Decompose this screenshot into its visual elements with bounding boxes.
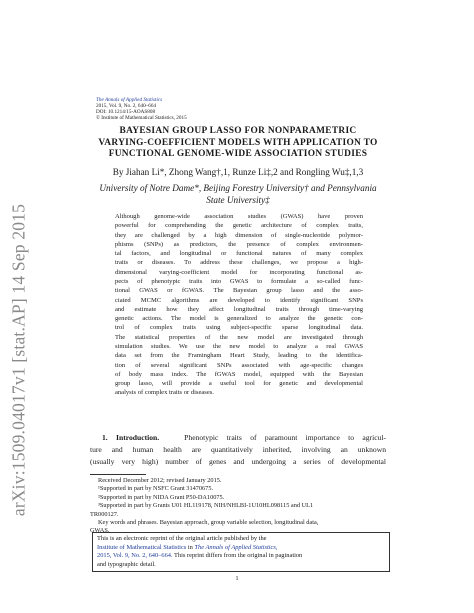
abstract-line: ciated MCMC algorithms are developed to identify significant SNPs	[115, 296, 363, 304]
affiliation-line: University of Notre Dame*, Beijing Forestry University† and Pennsylvania	[99, 183, 377, 193]
abstract-line: The statistical properties of the new model are investigated through	[115, 333, 363, 341]
footnote-received: Received December 2012; revised January 2015.	[98, 477, 222, 484]
reprint-line: 2015, Vol. 9, No. 2, 640–664. This reprint differs from the original in pagination	[97, 552, 303, 560]
footnote-keywords-cont: GWAS.	[90, 527, 110, 535]
abstract-line: genetic actions. The model is generalized to analyze the genetic con-	[115, 315, 363, 323]
abstract-line: phisms (SNPs) as predictors, the presence of complex environmen-	[115, 240, 363, 248]
journal-name[interactable]: The Annals of Applied Statistics	[96, 97, 163, 103]
title-line: FUNCTIONAL GENOME-WIDE ASSOCIATION STUDIES	[108, 149, 368, 159]
abstract-line: trol of complex traits using subject-specific sparse longitudinal data.	[115, 324, 363, 332]
abstract-line: pects of phenotypic traits into GWAS to formulate a so-called func-	[115, 277, 363, 285]
abstract-line: analysis of complex traits or diseases.	[115, 389, 214, 397]
intro-line: (usually very high) number of genes and undergoing a series of developmental	[90, 457, 386, 466]
volume-link[interactable]: 2015, Vol. 9, No. 2, 640–664.	[97, 552, 173, 560]
section-heading: 1. Introduction.	[102, 433, 160, 442]
abstract-line: tal factors, and longitudinal or functional natures of many complex	[115, 250, 363, 258]
journal-header	[96, 97, 187, 121]
footnote: ²Supported in part by NIDA Grant P50-DA10075.	[98, 493, 225, 501]
arxiv-identifier-stamp	[8, 150, 30, 570]
footnote: ¹Supported in part by NSFC Grant 31470675.	[98, 485, 214, 493]
abstract-line: Although genome-wide association studies (GWAS) have proven	[115, 213, 363, 220]
title-line: BAYESIAN GROUP LASSO FOR NONPARAMETRIC	[119, 126, 357, 136]
ims-link[interactable]: Institute of Mathematical Statistics	[97, 543, 187, 551]
abstract-line: tional GWAS or fGWAS. The Bayesian group lasso and the asso-	[115, 287, 363, 295]
journal-volume: 2015, Vol. 9, No. 2, 640–664	[96, 103, 157, 109]
author-list: By Jiahan Li*, Zhong Wang†,1, Runze Li‡,2 and Rongling Wu‡,1,3	[112, 167, 364, 177]
journal-doi[interactable]: DOI: 10.1214/15-AOAS808	[96, 109, 156, 115]
intro-text: Phenotypic traits of paramount importance to agricul-	[184, 433, 387, 442]
title-line: VARYING-COEFFICIENT MODELS WITH APPLICATION TO	[98, 137, 378, 148]
journal-link[interactable]: The Annals of Applied Statistics,	[194, 543, 278, 551]
journal-copyright: © Institute of Mathematical Statistics, 2015	[96, 115, 187, 121]
abstract-line: dimensional varying-coefficient model for incorporating functional as-	[115, 268, 363, 276]
abstract-line: traits or diseases. To address these challenges, we propose a high-	[115, 259, 363, 267]
introduction-section	[90, 432, 386, 468]
intro-first-line	[90, 432, 386, 444]
footnote: TR000127.	[90, 510, 119, 518]
abstract-line: they are challenged by a high dimension of single-nucleotide polymor-	[115, 231, 363, 239]
reprint-line: and typographic detail.	[97, 560, 156, 568]
footnotes	[90, 477, 386, 536]
footnote: ³Supported in part by Grants U01 HL119178, NIH/NHLBI-1U10HL098115 and UL1	[98, 502, 314, 510]
abstract	[115, 212, 363, 398]
abstract-line: of body mass index. The fGWAS model, equipped with the Bayesian	[115, 370, 363, 378]
abstract-line: powerful for comprehending the genetic architecture of complex traits,	[115, 222, 363, 230]
reprint-notice-box	[92, 532, 390, 572]
abstract-line: data set from the Framingham Heart Study, leading to the identifica-	[115, 352, 363, 360]
abstract-line: and estimate how they affect longitudinal traits through time-varying	[115, 305, 363, 313]
intro-line: ture and human health are quantitatively inherited, involving an unknown	[90, 445, 386, 454]
footnote-keywords: Key words and phrases. Bayesian approach, group variable selection, longitudinal data,	[98, 519, 319, 527]
arxiv-identifier-text: arXiv:1509.04017v1 [stat.AP] 14 Sep 2015	[8, 203, 29, 517]
paper-title	[70, 126, 406, 161]
reprint-line: This is an electronic reprint of the original article published by the	[97, 535, 267, 542]
affiliation-line: State University‡	[206, 195, 270, 205]
footnote-divider	[90, 474, 146, 475]
abstract-line: group lasso, will provide a useful tool for genetic and developmental	[115, 380, 363, 388]
reprint-line: Institute of Mathematical Statistics in The Annals of Applied Statistics,	[97, 543, 278, 551]
abstract-line: simulation studies. We use the new model to analyze a real GWAS	[115, 342, 363, 350]
affiliations	[60, 182, 416, 206]
page-number: 1	[235, 575, 239, 582]
abstract-line: tion of several significant SNPs associated with age-specific changes	[115, 361, 363, 369]
